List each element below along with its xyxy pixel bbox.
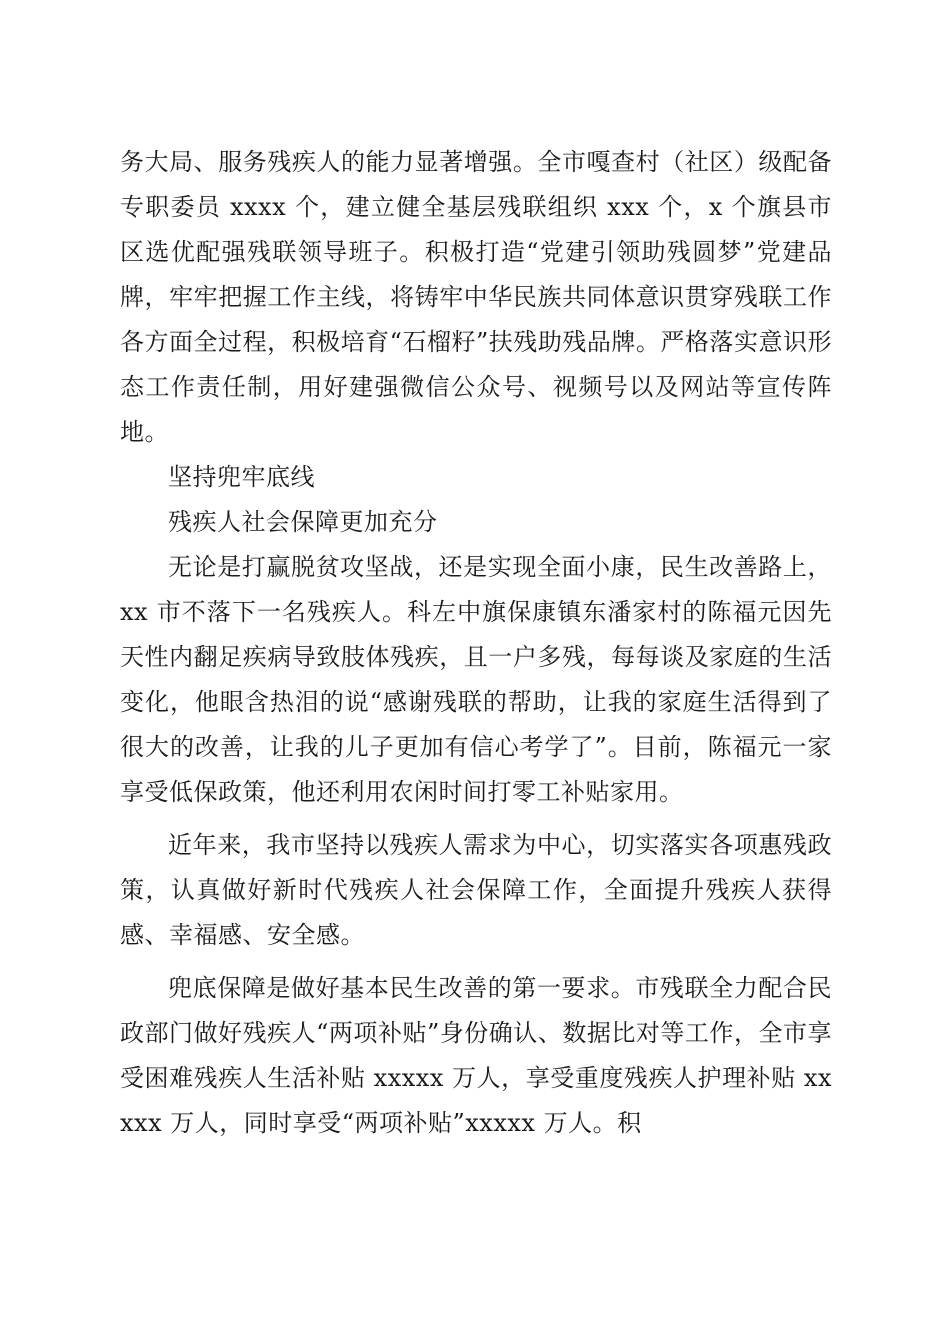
paragraph-spacer [120, 958, 832, 966]
paragraph-spacer [120, 815, 832, 823]
section-heading-bottom-line: 坚持兜牢底线 [168, 463, 315, 491]
paragraph-recent-years: 近年来，我市坚持以残疾人需求为中心，切实落实各项惠残政策，认真做好新时代残疾人社会保障工作，全面提升残疾人获得感、幸福感、安全感。 [120, 831, 832, 949]
section-subheading-social-security: 残疾人社会保障更加充分 [168, 508, 438, 536]
paragraph-party-building: 务大局、服务残疾人的能力显著增强。全市嘎查村（社区）级配备专职委员 xxxx 个，建立健全基层残联组织 xxx 个，x 个旗县市区选优配强残联领导班子。积极打造“党建引领助残圆梦”党建品牌，牢牢把握工作主线，将铸牢中华民族共同体意识贯穿残联工作各方面全过程，积极培育“石榴籽”扶残助残品牌。严格落实意识形态工作责任制，用好建强微信公众号、视频号以及网站等宣传阵地。 [120, 148, 832, 446]
paragraph-poverty-story: 无论是打赢脱贫攻坚战，还是实现全面小康，民生改善路上，xx 市不落下一名残疾人。科左中旗保康镇东潘家村的陈福元因先天性内翻足疾病导致肢体残疾，且一户多残，每每谈及家庭的生活变化，他眼含热泪的说“感谢残联的帮助，让我的家庭生活得到了很大的改善，让我的儿子更加有信心考学了”。目前，陈福元一家享受低保政策，他还利用农闲时间打零工补贴家用。 [120, 553, 832, 806]
paragraph-subsidy-guarantee: 兜底保障是做好基本民生改善的第一要求。市残联全力配合民政部门做好残疾人“两项补贴”身份确认、数据比对等工作，全市享受困难残疾人生活补贴 xxxxx 万人，享受重度残疾人护理补贴 xxxxx 万人，同时享受“两项补贴”xxxxx 万人。积 [120, 974, 832, 1137]
document-body [120, 140, 832, 1146]
